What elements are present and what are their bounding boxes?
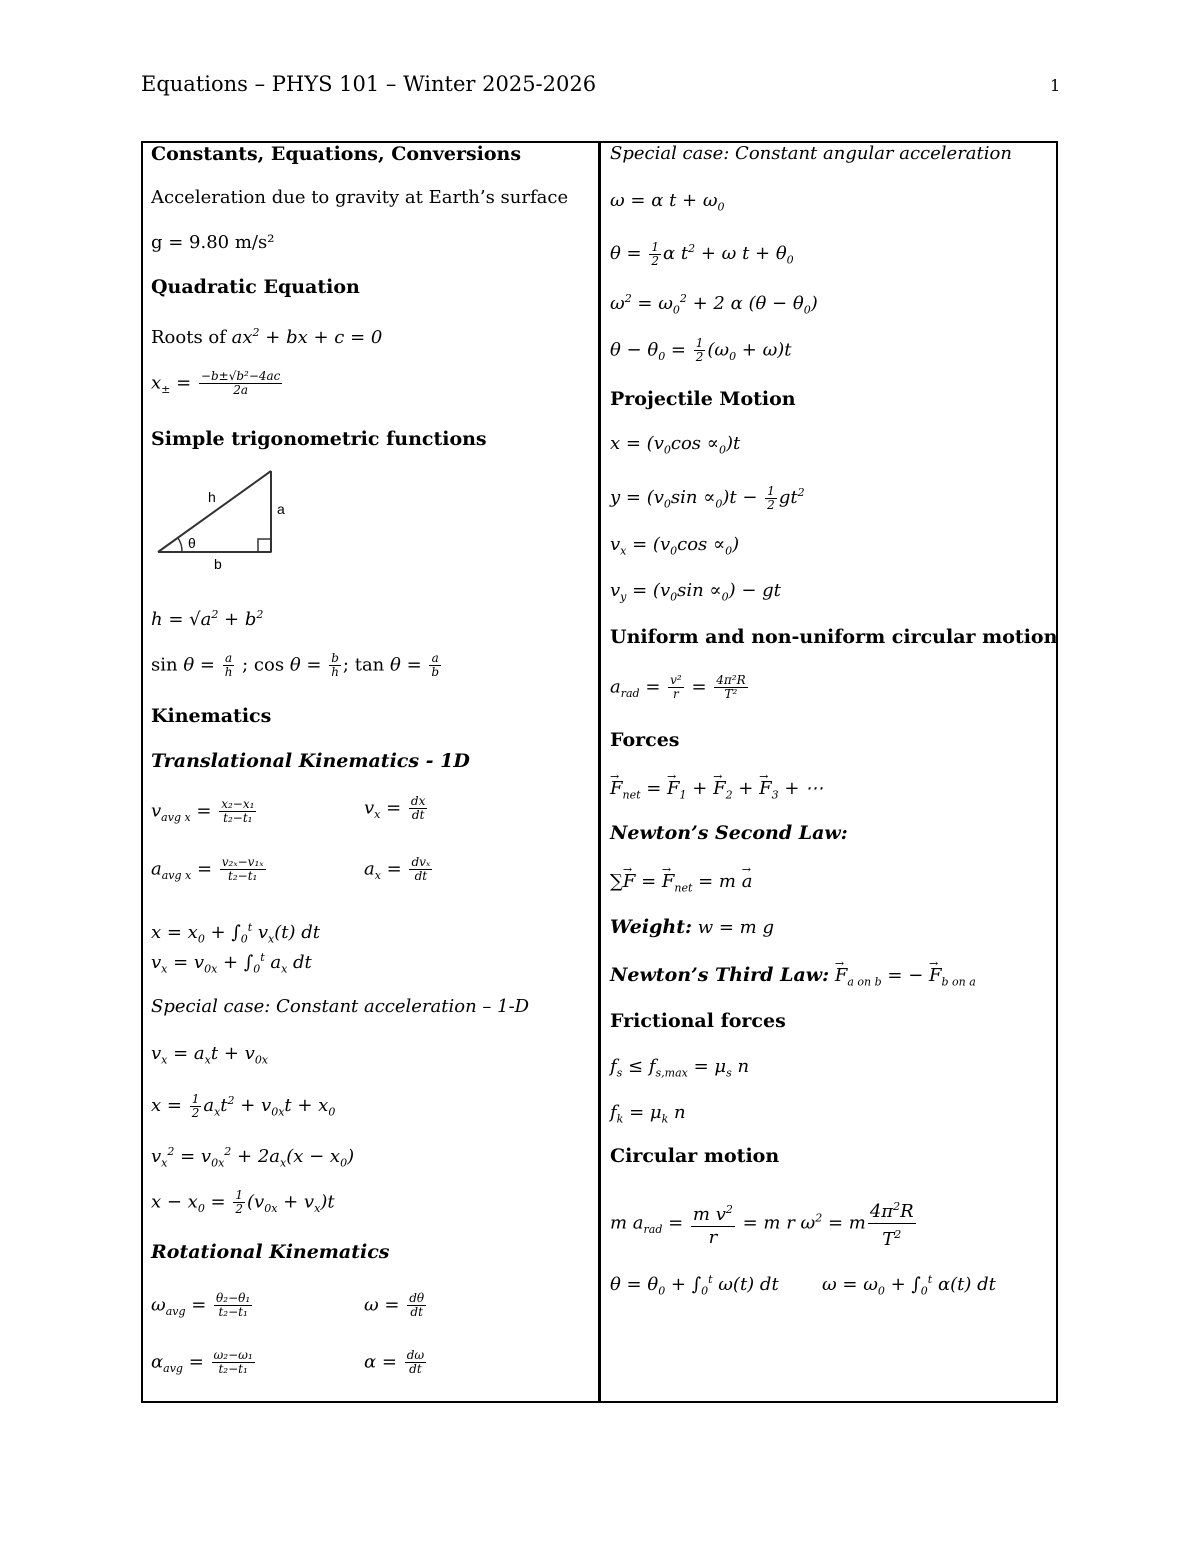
roots-label: Roots of — [151, 327, 226, 348]
quadratic-heading: Quadratic Equation — [151, 276, 360, 298]
special-case-1d: Special case: Constant acceleration – 1-D — [151, 996, 530, 1017]
circular-heading: Uniform and non-uniform circular motion — [610, 626, 1058, 648]
rotational-heading: Rotational Kinematics — [151, 1241, 390, 1263]
newton2-eq: ∑→ F = → $F_{net} = m \to a$ — [610, 871, 752, 900]
weight-line — [610, 916, 774, 939]
avg-angular-accel-eq: $\alpha_{avg}$ = $\frac{\text{ω₂−ω₁}}{\text{t₂−t₁}}$ — [151, 1348, 253, 1376]
column-divider — [598, 141, 601, 1403]
projectile-heading: Projectile Motion — [610, 388, 796, 410]
position-integral-eq: $x = x_0 + \int_0^t$ $v_x(t)$ dt — [151, 921, 321, 946]
net-force-eq: → $F_{net}$ = → $F_1$ + → $F_2$ + → $F_3$ + ⋯ — [610, 778, 823, 807]
right-triangle-diagram — [152, 466, 292, 576]
frictional-heading: Frictional forces — [610, 1010, 786, 1032]
quadratic-formula: $x_\pm$ = $\frac{\text{−b±√b²−4ac}}{2a}$ — [151, 369, 281, 397]
constants-heading: Constants, Equations, Conversions — [151, 143, 522, 165]
trig-ratios: sin θ = $\frac{a}{h}$ ; cos θ = $\frac{b}{h}$ ; tan θ = $\frac{a}{b}$ — [151, 651, 440, 679]
kinematics-heading: Kinematics — [151, 705, 272, 727]
gravity-label: Acceleration due to gravity at Earth’s surface — [151, 187, 569, 208]
triangle-label-a: a — [277, 501, 285, 517]
trig-heading: Simple trigonometric functions — [151, 428, 487, 450]
avg-accel-eq: $a_{avg x}$ = $\frac{\text{v₂ₓ−v₁ₓ}}{\text{t₂−t₁}}$ — [151, 855, 264, 883]
triangle-label-theta: θ — [188, 535, 196, 551]
projectile-vy-eq: $v_y = (v_0\sin \propto_0)$ − gt — [610, 580, 781, 604]
weight-heading: Weight: — [610, 916, 692, 938]
radial-accel-eq: $a_{rad}$ = $\frac{\text{v²}}{r}$ = $\frac{\text{4π²R}}{\text{T²}}$ — [610, 673, 746, 701]
page-number: 1 — [1050, 76, 1061, 95]
triangle-label-b: b — [214, 556, 222, 572]
avg-angular-velocity-eq: $\omega_{avg}$ = $\frac{\text{θ₂−θ₁}}{\text{t₂−t₁}}$ — [151, 1291, 251, 1319]
circular-motion-heading: Circular motion — [610, 1145, 780, 1167]
position-time-eq: x = $\frac{1}{2}$ $a_xt^2 + v_{0x}t + x_0$ — [151, 1091, 336, 1120]
quadratic-roots: Roots of $ax^2$ + bx + c = 0 — [151, 326, 383, 348]
newton3-line: Newton’s Third Law: → $F_{a on b}$ = − → $F_{b on a}$ — [610, 964, 976, 994]
translational-heading: Translational Kinematics - 1D — [151, 750, 470, 772]
displacement-avg-eq: $x - x_0$ = $\frac{1}{2}$ $(v_{0x} + v_x)t$ — [151, 1188, 335, 1216]
avg-velocity-eq: $v_{avg x}$ = $\frac{\text{x₂−x₁}}{\text{t₂−t₁}}$ — [151, 797, 255, 825]
special-case-angular: Special case: Constant angular acceleration — [610, 143, 1012, 164]
inst-accel-eq: $a_x$ = $\frac{\text{dvₓ}}{dt}$ — [364, 855, 431, 883]
gravity-value: g = 9.80 m/s² — [151, 232, 275, 253]
inst-velocity-eq: $v_x$ = $\frac{dx}{dt}$ — [364, 794, 426, 822]
centripetal-force-eq: m $a_{rad}$ = $\frac{m v^2}{r}$ = m r $\omega^2 = m$ $\frac{4\pi^2R}{T^2}$ — [610, 1196, 918, 1251]
hypotenuse-formula: $h = √a^2 + b^2$ — [151, 608, 264, 630]
velocity-integral-eq: $v_x = v_{0x} + \int_0^t$ $a_x$ dt — [151, 951, 312, 976]
weight-eq: w = m g — [697, 917, 774, 938]
velocity-squared-eq: $v_x^2 = v_{0x}^2 + 2a_x(x - x_0)$ — [151, 1145, 355, 1170]
document-title: Equations – PHYS 101 – Winter 2025-2026 — [141, 72, 597, 96]
angular-velocity-integral-eq: $\omega = \omega_0 + \int_0^t$ α(t) dt — [822, 1273, 996, 1298]
forces-heading: Forces — [610, 729, 680, 751]
projectile-vx-eq: $v_x = (v_0\cos \propto_0)$ — [610, 534, 740, 558]
projectile-y-eq: $y = (v_0\sin \propto_0)t$ − $\frac{1}{2}$ $gt^2$ — [610, 483, 805, 512]
angle-integral-eq: $\theta = \theta_0 + \int_0^t$ ω(t) dt — [610, 1273, 779, 1298]
velocity-time-eq: $v_x = a_xt + v_{0x}$ — [151, 1043, 269, 1067]
inst-angular-accel-eq: α = $\frac{d\omega}{dt}$ — [364, 1348, 425, 1376]
angle-time-eq: θ = $\frac{1}{2}$ α $t^2 + \omega$ $t + \theta_0$ — [610, 239, 794, 268]
newton2-heading: Newton’s Second Law: — [610, 822, 848, 844]
triangle-label-h: h — [208, 489, 216, 505]
inst-angular-velocity-eq: ω = $\frac{d\theta}{dt}$ — [364, 1291, 425, 1319]
kinetic-friction-eq: $f_k = \mu_k$ n — [610, 1102, 686, 1126]
projectile-x-eq: $x = (v_0\cos \propto_0)t$ — [610, 433, 741, 457]
newton3-heading: Newton’s Third Law: — [610, 964, 830, 986]
angular-velocity-squared-eq: $\omega^2 = \omega_0^2 + 2$ α $(\theta - \theta_0)$ — [610, 292, 818, 317]
angular-velocity-time-eq: ω = α $t + \omega_0$ — [610, 190, 725, 214]
angular-displacement-avg-eq: $\theta - \theta_0$ = $\frac{1}{2}$ $(\omega_0 + \omega)t$ — [610, 336, 792, 364]
static-friction-eq: $f_s \le f_{s,max} = \mu_s$ n — [610, 1056, 750, 1080]
